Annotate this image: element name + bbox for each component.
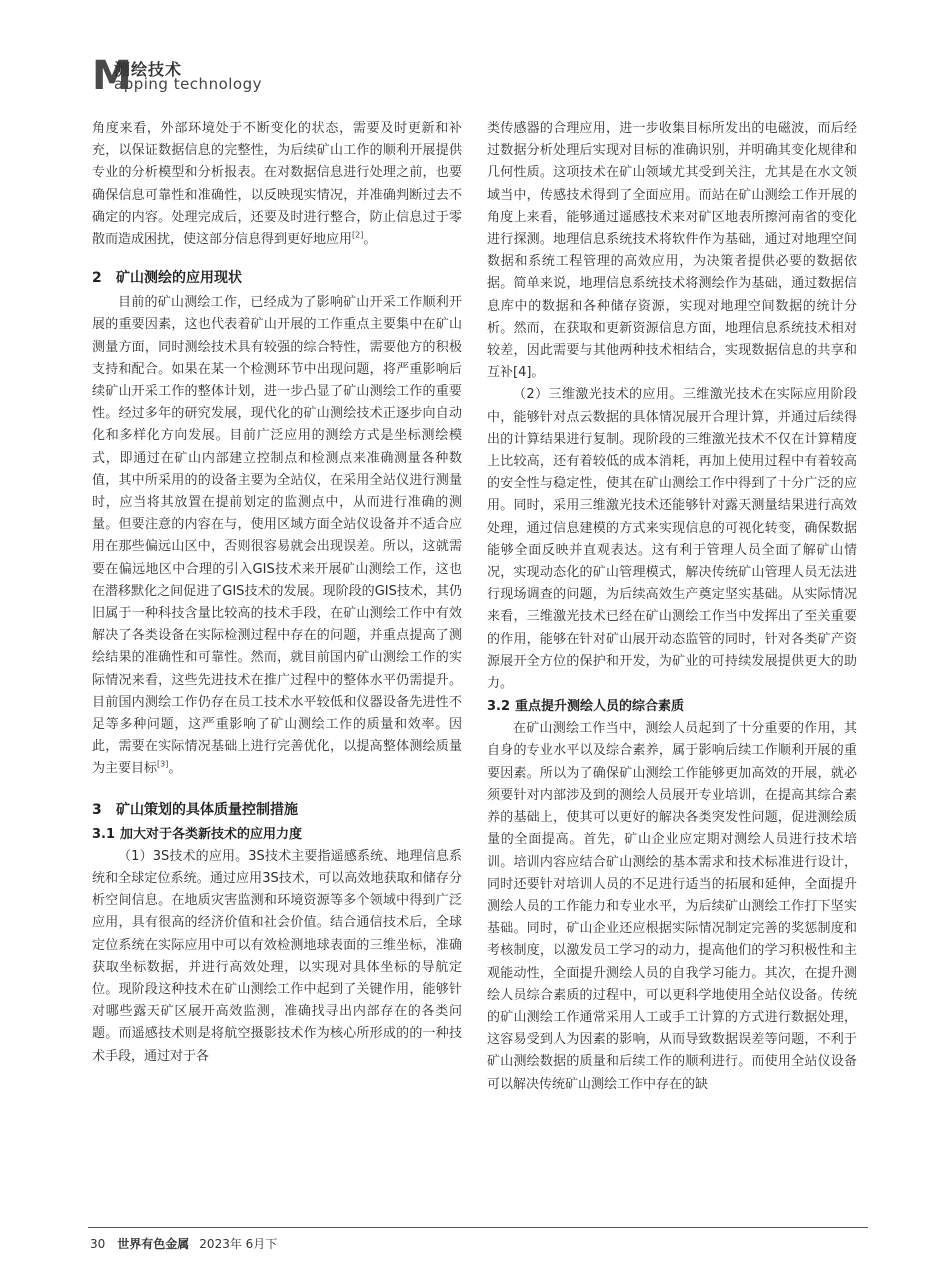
section-number: 3 xyxy=(92,801,102,818)
paragraph: 在矿山测绘工作当中，测绘人员起到了十分重要的作用，其自身的专业水平以及综合素养，属于影响后续工作顺利开展的重要因素。所以为了确保矿山测绘工作能够更加高效的开展，就必须要针对内部涉及到的测绘人员展开专业培训，在提高其综合素养的基础上，使其可以更好的解决各类突发性问题，促进测绘质量的全面提高。首先，矿山企业应定期对测绘人员进行技术培训。培训内容应结合矿山测绘的基本需求和技术标准进行设计，同时还要针对培训人员的不足进行适当的拓展和延伸，全面提升测绘人员的工作能力和专业水平，为后续矿山测绘工作打下坚实基础。同时，矿山企业还应根据实际情况制定完善的奖惩制度和考核制度，以激发员工学习的动力，提高他们的学习积极性和主观能动性，全面提升测绘人员的自我学习能力。其次，在提升测绘人员综合素质的过程中，可以更科学地使用全站仪设备。传统的矿山测绘工作通常采用人工或手工计算的方式进行数据处理，这容易受到人为因素的影响，从而导致数据误差等问题，不利于矿山测绘数据的质量和后续工作的顺利进行。而使用全站仪设备可以解决传统矿山测绘工作中存在的缺 xyxy=(487,721,857,1092)
section-title: 矿山策划的具体质量控制措施 xyxy=(116,801,298,818)
section-title-en: apping technology xyxy=(114,75,262,93)
footer-divider xyxy=(88,1227,868,1228)
page-number: 30 xyxy=(90,1237,106,1251)
paragraph xyxy=(92,292,462,780)
subsection-title: 加大对于各类新技术的应用力度 xyxy=(120,826,303,842)
subsection-heading xyxy=(92,824,462,845)
paragraph-text: 目前的矿山测绘工作，已经成为了影响矿山开采工作顺利开展的重要因素，这也代表着矿山开展的工作重点主要集中在矿山测量方面，同时测绘技术具有较强的综合特性，需要他方的积极支持和配合。如果在某一个检测环节中出现问题，将严重影响后续矿山开采工作的整体计划，进一步凸显了矿山测绘工作的重要性。经过多年的研究发展，现代化的矿山测绘技术正逐步向自动化和多样化方向发展。目前广泛应用的测绘方式是坐标测绘模式，即通过在矿山内部建立控制点和检测点来准确测量各种数值，其中所采用的的设备主要为全站仪，在采用全站仪进行测量时，应当将其放置在提前划定的监测点中，从而进行准确的测量。但要注意的内容在与，使用区域方面全站仪设备并不适合应用在那些偏远山区中，否则很容易就会出现误差。所以，这就需要在偏远地区中合理的引入GIS技术来开展矿山测绘工作，这也在潜移默化之间促进了GIS技术的发展。现阶段的GIS技术，其仍旧属于一种科技含量比较高的技术手段，在矿山测绘工作中有效解决了各类设备在实际检测过程中存在的问题，并重点提高了测绘结果的准确性和可靠性。然而，就目前国内矿山测绘工作的实际情况来看，这些先进技术在推广过程中的整体水平仍需提升。目前国内测绘工作仍存在员工技术水平较低和仪器设备先进性不足等多种问题，这严重影响了矿山测绘工作的质量和效率。因此，需要在实际情况基础上进行完善优化，以提高整体测绘质量为主要目标 xyxy=(92,295,462,777)
section-heading xyxy=(92,800,462,820)
paragraph xyxy=(92,118,462,251)
paragraph: （2）三维激光技术的应用。三维激光技术在实际应用阶段中，能够针对点云数据的具体情况展开合理计算，并通过后续得出的计算结果进行复制。现阶段的三维激光技术不仅在计算精度上比较高，还有着较低的成本消耗，再加上使用过程中有着较高的安全性与稳定性，使其在矿山测绘工作中得到了十分广泛的应用。同时，采用三维激光技术还能够针对露天测量结果进行高效处理，通过信息建模的方式来实现信息的可视化转变，确保数据能够全面反映并直观表达。这有利于管理人员全面了解矿山情况，实现动态化的矿山管理模式，解决传统矿山管理人员无法进行现场调查的问题，为后续高效生产奠定坚实基础。从实际情况来看，三维激光技术已经在矿山测绘工作当中发挥出了至关重要的作用，能够在针对矿山展开动态监管的同时，针对各类矿产资源展开全方位的保护和开发，为矿业的可持续发展提供更大的助力。 xyxy=(487,387,857,692)
paragraph-text: 角度来看，外部环境处于不断变化的状态，需要及时更新和补充，以保证数据信息的完整性，为后续矿山工作的顺利开展提供专业的分析模型和分析报表。在对数据信息进行处理之前，也要确保信息可靠性和准确性，以反映现实情况，并准确判断过去不确定的内容。处理完成后，还要及时进行整合，防止信息过于零散而造成困扰，使这部分信息得到更好地应用 xyxy=(92,121,462,248)
subsection-number: 3.1 xyxy=(92,826,116,842)
journal-name: 世界有色金属 xyxy=(117,1237,190,1251)
subsection-heading xyxy=(487,696,857,717)
citation-ref: [3] xyxy=(157,760,169,770)
page-footer xyxy=(90,1236,277,1252)
paragraph: （1）3S技术的应用。3S技术主要指遥感系统、地理信息系统和全球定位系统。通过应用3S技术，可以高效地获取和储存分析空间信息。在地质灾害监测和环境资源等多个领域中得到广泛应用，具有很高的经济价值和社会价值。结合通信技术后，全球定位系统在实际应用中可以有效检测地球表面的三维坐标，准确获取坐标数据，并进行高效处理，以实现对具体坐标的导航定位。现阶段这种技术在矿山测绘工作中起到了关键作用，能够针对哪些露天矿区展开高效监测，准确找寻出内部存在的各类问题。而遥感技术则是将航空摄影技术作为核心所形成的的一种技术手段，通过对于各 xyxy=(92,848,462,1064)
paragraph-end: 。 xyxy=(363,232,377,248)
issue-date: 2023年 6月下 xyxy=(199,1237,278,1251)
subsection-number: 3.2 xyxy=(487,699,511,715)
paragraph-end: 。 xyxy=(168,761,182,777)
section-title-cn: 测绘技术 xyxy=(114,60,183,79)
subsection-title: 重点提升测绘人员的综合素质 xyxy=(515,699,685,715)
right-column xyxy=(487,118,857,1096)
paragraph: 类传感器的合理应用，进一步收集目标所发出的电磁波，而后经过数据分析处理后实现对目标的准确识别，并明确其变化规律和几何性质。这项技术在矿山领域尤其受到关注，尤其是在水文领域当中，传感技术得到了全面应用。而站在矿山测绘工作开展的角度上来看，能够通过遥感技术来对矿区地表所擦河南省的变化进行探测。地理信息系统技术将软件作为基础，通过对地理空间数据和系统工程管理的高效应用，为决策者提供必要的数据依据。简单来说，地理信息系统技术将测绘作为基础，通过数据信息库中的数据和各种储存资源，实现对地理空间数据的统计分析。然而，在获取和更新资源信息方面，地理信息系统技术相对较差，因此需要与其他两种技术相结合，实现数据信息的共享和互补[4]。 xyxy=(487,121,857,381)
citation-ref: [2] xyxy=(352,230,364,240)
section-number: 2 xyxy=(92,270,102,287)
left-column xyxy=(92,118,462,1068)
logo-letter: M xyxy=(92,53,132,99)
section-title: 矿山测绘的应用现状 xyxy=(116,270,242,287)
section-heading xyxy=(92,268,462,288)
